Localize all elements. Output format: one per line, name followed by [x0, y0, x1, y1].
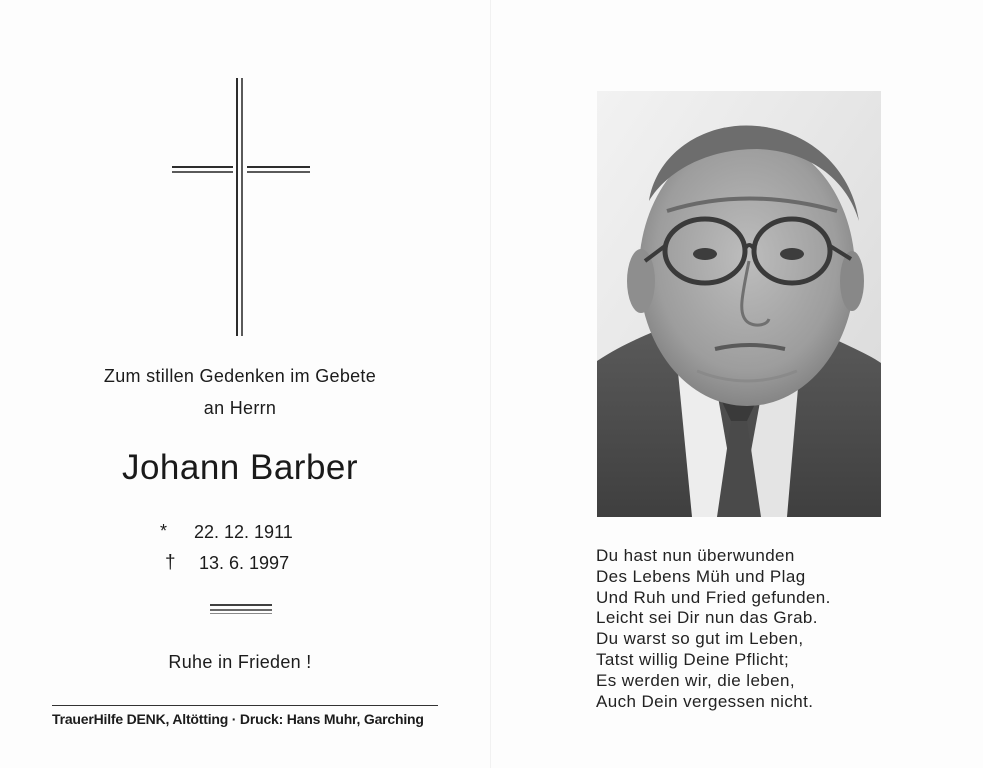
closing-phrase: Ruhe in Frieden ! [168, 652, 312, 672]
poem-line: Tatst willig Deine Pflicht; [596, 649, 790, 669]
deceased-name: Johann Barber [121, 448, 359, 487]
poem-line: Leicht sei Dir nun das Grab. [596, 608, 818, 628]
birth-date: 22. 12. 1911 [194, 522, 293, 542]
poem-line: Du hast nun überwunden [596, 546, 795, 565]
memorial-poem [596, 546, 831, 712]
death-date: 13. 6. 1997 [199, 553, 290, 573]
poem-line: Auch Dein vergessen nicht. [596, 691, 814, 711]
card-fold-line [490, 0, 491, 768]
footer-divider [52, 705, 438, 706]
birth-symbol: * [160, 521, 168, 541]
portrait-photo [597, 91, 881, 517]
poem-line: Des Lebens Müh und Plag [596, 566, 806, 586]
death-symbol: † [165, 552, 176, 573]
salutation: an Herrn [203, 398, 277, 418]
double-line-ornament-icon [210, 604, 272, 614]
poem-line: Es werden wir, die leben, [596, 670, 795, 690]
latin-cross-icon [170, 78, 312, 338]
portrait-image [597, 91, 881, 517]
poem-line: Du warst so gut im Leben, [596, 629, 804, 649]
memorial-line: Zum stillen Gedenken im Gebete [103, 366, 377, 386]
printer-credit: TrauerHilfe DENK, Altötting · Druck: Hans Muhr, Garching [52, 711, 424, 727]
poem-line: Und Ruh und Fried gefunden. [596, 587, 831, 607]
